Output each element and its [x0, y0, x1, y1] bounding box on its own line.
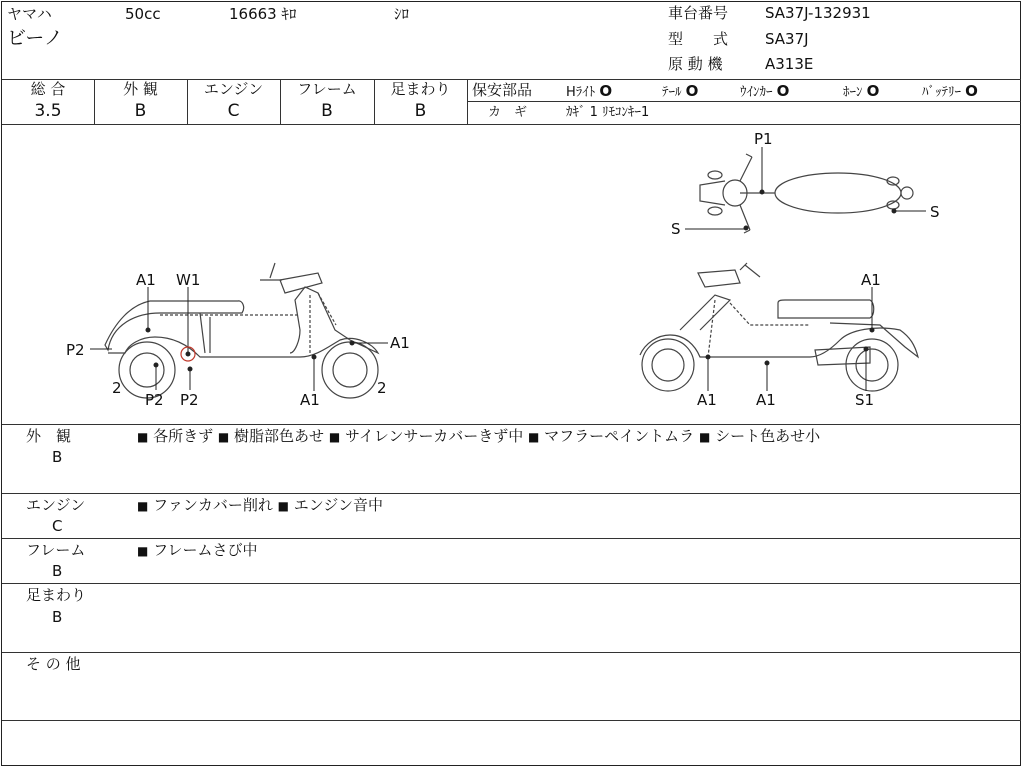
diagram-label: S: [930, 203, 940, 221]
damage-diagram: [0, 125, 1024, 425]
divider: [2, 538, 1021, 539]
section-engine-items: ■ ファンカバー削れ ■ エンジン音中: [137, 496, 383, 514]
frame-no-label: 車台番号: [668, 4, 729, 22]
diagram-label: A1: [861, 271, 881, 289]
headlight-ok-mark: O: [599, 82, 613, 100]
frame-no: SA37J-132931: [765, 4, 871, 22]
model-name: ビーノ: [7, 27, 63, 49]
diagram-label: W1: [176, 271, 201, 289]
section-other-label: そ の 他: [26, 655, 81, 673]
diagram-label: S: [671, 220, 681, 238]
diagram-label: P2: [66, 341, 85, 359]
diagram-label: A1: [136, 271, 156, 289]
diagram-label: A1: [756, 391, 776, 409]
section-exterior-grade: B: [52, 448, 63, 466]
key-label: カ ギ: [488, 105, 528, 120]
divider: [2, 652, 1021, 653]
safety-horn: ﾎｰﾝ O: [843, 82, 880, 100]
divider: [2, 424, 1021, 425]
list-item: フレームさび中: [153, 541, 258, 559]
grade-engine-value: C: [227, 101, 240, 121]
grade-suspension-value: B: [414, 101, 427, 121]
engine-label: 原 動 機: [668, 55, 723, 73]
diagram-label: S1: [855, 391, 875, 409]
divider: [467, 101, 1021, 102]
section-exterior-items: ■ 各所きず ■ 樹脂部色あせ ■ サイレンサーカバーきず中 ■ マフラーペイントムラ ■ シート色あせ小: [137, 427, 821, 445]
divider: [467, 79, 468, 124]
diagram-label: 2: [377, 379, 387, 397]
divider: [2, 493, 1021, 494]
grade-exterior-label: 外 観: [123, 80, 158, 98]
section-exterior-label: 外 観: [26, 427, 72, 445]
safety-headlight: Hﾗｲﾄ O: [566, 82, 613, 100]
grade-exterior-value: B: [134, 101, 147, 121]
section-suspension-grade: B: [52, 608, 63, 626]
grade-frame-value: B: [321, 101, 333, 121]
engine-value: A313E: [765, 55, 814, 73]
list-item: マフラーペイントムラ: [544, 427, 695, 445]
diagram-label: P1: [754, 130, 773, 148]
mileage: 16663 ｷﾛ: [229, 5, 297, 23]
section-frame-label: フレーム: [26, 541, 86, 559]
displacement: 50cc: [125, 5, 161, 23]
grade-frame-label: フレーム: [297, 80, 357, 98]
diagram-label: P2: [180, 391, 199, 409]
type-value: SA37J: [765, 30, 809, 48]
safety-battery: ﾊﾞｯﾃﾘｰ O: [922, 82, 978, 100]
section-frame-grade: B: [52, 562, 63, 580]
grade-overall-label: 総 合: [30, 80, 66, 98]
grade-suspension-label: 足まわり: [390, 80, 451, 98]
safety-parts-label: 保安部品: [472, 81, 533, 99]
section-suspension-label: 足まわり: [26, 586, 87, 604]
diagram-label: A1: [300, 391, 320, 409]
grade-engine-label: エンジン: [203, 80, 264, 98]
horn-ok-mark: O: [866, 82, 880, 100]
safety-taillight: ﾃｰﾙ O: [662, 82, 699, 100]
taillight-ok-mark: O: [685, 82, 699, 100]
list-item: 樹脂部色あせ: [234, 427, 325, 445]
section-engine-label: エンジン: [26, 496, 86, 514]
diagram-label: A1: [697, 391, 717, 409]
section-engine-grade: C: [52, 517, 63, 535]
maker: ヤマハ: [7, 5, 52, 23]
battery-ok-mark: O: [965, 82, 978, 100]
diagram-label: 2: [112, 379, 122, 397]
diagram-label: A1: [390, 334, 410, 352]
divider: [2, 720, 1021, 721]
list-item: ファンカバー削れ: [153, 496, 273, 514]
divider: [2, 583, 1021, 584]
list-item: エンジン音中: [293, 496, 383, 514]
list-item: 各所きず: [153, 427, 214, 445]
diagram-label: P2: [145, 391, 164, 409]
scooter-top-view: [700, 154, 913, 233]
grade-overall-value: 3.5: [34, 101, 62, 121]
type-label: 型 式: [668, 30, 729, 48]
list-item: サイレンサーカバーきず中: [344, 427, 524, 445]
winker-ok-mark: O: [776, 82, 790, 100]
list-item: シート色あせ小: [715, 427, 821, 445]
color: ｼﾛ: [394, 5, 410, 23]
key-value: ｶｷﾞ 1 ﾘﾓｺﾝｷｰ1: [566, 105, 650, 120]
safety-winker: ｳｲﾝｶｰ O: [740, 82, 790, 100]
section-frame-items: ■ フレームさび中: [137, 541, 258, 559]
